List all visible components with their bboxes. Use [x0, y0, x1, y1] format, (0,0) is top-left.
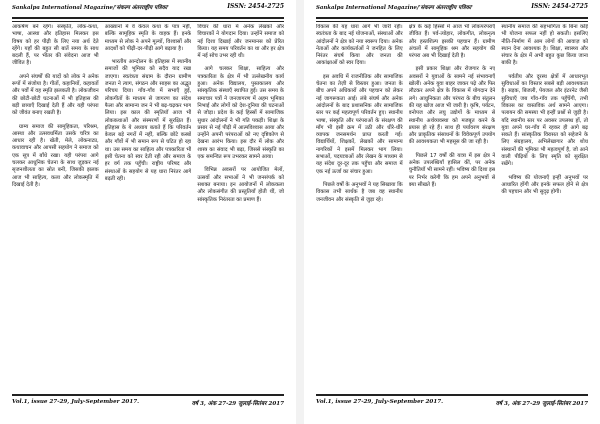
paragraph: पिछले 17 वर्षों की यात्रा में इस क्षेत्र ने अनेक उपलब्धियाँ हासिल कीं, पर अनेक चुनौतियाँ भी सामने रहीं। भविष्य की दिशा इस पर निर्भर करेगी कि हम अपने अनुभवों से क्या सीखते हैं।: [408, 152, 496, 188]
hindi-issue-label: वर्ष 3, अंक 27-29 जुलाई-सितंबर 2017: [191, 401, 284, 407]
article-body: [316, 24, 588, 391]
issn-label: ISSN: 2454-2725: [227, 3, 284, 10]
paragraph: भविष्य की योजनाएँ इन्हीं अनुभवों पर आधारित होंगी और इनके सफल होने से क्षेत्र की पहचान और भी सुदृढ़ होगी।: [501, 174, 588, 196]
paragraph: इस अवधि में राजनीतिक और सामाजिक चेतना का तेज़ी से विस्तार हुआ। जनता के बीच अपने अधिकारों और पहचान को लेकर नई जागरूकता आई। लंबे संघर्ष और अनेक आंदोलनों के बाद प्रशासनिक और सामाजिक स्तर पर कई महत्वपूर्ण परिवर्तन हुए। स्थानीय भाषा, संस्कृति और परंपराओं के संरक्षण की माँग भी इसी क्रम में उठी और धीरे-धीरे व्यापक जनसमर्थन प्राप्त करती गई। विद्यार्थियों, शिक्षकों, लेखकों और सामान्य नागरिकों ने इसमें मिलकर भाग लिया। सभाओं, पदयात्राओं और लेखन के माध्यम से यह संदेश दूर-दूर तक पहुँचा और समाज में एक नई ऊर्जा का संचार हुआ।: [316, 73, 403, 175]
right-page: [304, 0, 600, 424]
paragraph: विकास की यह धारा आगे भी जारी रही। स्वतंत्रता के बाद नई योजनाओं, संस्थाओं और आंदोलनों ने क्षेत्र को नया स्वरूप दिया। अनेक नेताओं और कार्यकर्ताओं ने जनहित के लिए निरंतर संघर्ष किया और जनता की आकांक्षाओं को स्वर दिया।: [316, 24, 403, 67]
paragraph: विभिन्न अवसरों पर आयोजित मेलों, उत्सवों और सभाओं ने भी जनसंपर्क को सशक्त बनाया। इन आयोजनों में लोककला और लोकसंगीत की प्रस्तुतियाँ होती थीं, जो सांस्कृतिक निरंतरता का प्रमाण हैं।: [197, 167, 284, 203]
journal-title: Sankalpa International Magazine/'संकल्प अंतरराष्ट्रीय पत्रिका': [12, 5, 169, 11]
hindi-issue-label: वर्ष 3, अंक 27-29 जुलाई-सितंबर 2017: [495, 401, 588, 407]
text-column: [316, 24, 403, 391]
page-header: [316, 2, 588, 19]
paragraph: पिछले वर्षों के अनुभवों ने यह सिखाया कि विकास तभी सार्थक है जब वह स्थानीय जनजीवन और संस्कृति से जुड़ा रहे।: [316, 181, 403, 203]
header-rule: [316, 21, 588, 22]
paragraph: ग्राम्य समाज की सामूहिकता, परिश्रम, आस्था और उत्सवधर्मिता उसके चरित्र का आधार रही है। खेती, मेले, लोकनाट्य, कथावाचन और आपसी सहयोग ने समाज को एक सूत्र में बाँधे रखा। यही परंपरा आगे चलकर आधुनिक चेतना के साथ जुड़कर नई सृजनशीलता का स्रोत बनी, जिसकी झलक आज भी साहित्य, कला और लोकस्मृति में दिखाई देती है।: [12, 123, 99, 188]
paragraph: आकर्षण बने रहेंगे। संस्कृति, लोक-कथा, भाषा, आस्था और इतिहास मिलकर इस विषय को हर पीढ़ी के लिए नया अर्थ देते रहेंगे। यहाँ की बहुत सी बातें समय के साथ बदली हैं, पर भीतर की संवेदना आज भी जीवित है।: [12, 24, 99, 67]
issn-label: ISSN: 2454-2725: [531, 3, 588, 10]
paragraph: अपने संघर्षों की यादों को लोक ने अनेक रूपों में संजोया है। गीतों, कहानियों, कहावतों और पर्वों में वह स्मृति झलकती है। लोकजीवन की छोटी-छोटी घटनाओं में भी इतिहास की बड़ी छायाएँ दिखाई देती हैं और यही परंपरा को जीवंत बनाए रखती है।: [12, 73, 99, 117]
journal-title: Sankalpa International Magazine/'संकल्प अंतरराष्ट्रीय पत्रिका': [316, 5, 473, 11]
text-column: [197, 24, 284, 391]
paragraph: क्षेत्र के कई हिस्सों में आज भी लोकपरंपराएँ जीवित हैं। पर्व-त्योहार, लोकगीत, लोकनृत्य और हस्तशिल्प इसकी पहचान हैं। ग्रामीण अंचलों में सामूहिक श्रम और सहयोग की परंपरा अब भी दिखाई देती है।: [408, 24, 496, 60]
text-column: [12, 24, 99, 391]
paragraph: स्थानीय समाज की सहभागिता के बिना कोई भी योजना सफल नहीं हो सकती। इसलिए नीति-निर्माण में आम लोगों की आवाज़ को स्थान देना आवश्यक है। शिक्षा, स्वास्थ्य और संचार के क्षेत्र में अभी बहुत कुछ किया जाना बाकी है।: [501, 24, 588, 67]
paragraph: पर्वतीय और दूरस्थ क्षेत्रों में आधारभूत सुविधाओं का विस्तार सबसे बड़ी आवश्यकता है। सड़क, बिजली, पेयजल और इंटरनेट जैसी सुविधाएँ जब गाँव-गाँव तक पहुँचेंगी, तभी विकास का वास्तविक अर्थ सामने आएगा। पलायन की समस्या भी इन्हीं प्रश्नों से जुड़ी है। यदि स्थानीय स्तर पर अवसर उपलब्ध हों, तो युवा अपने घर-गाँव में रहकर ही आगे बढ़ सकते हैं। सांस्कृतिक विरासत को सहेजने के लिए संग्रहालय, अभिलेखागार और शोध संस्थानों की भूमिका भी महत्वपूर्ण है, जो आने वाली पीढ़ियों के लिए स्मृति को सुरक्षित रखेंगे।: [501, 73, 588, 168]
paragraph: भारतीय आन्दोलन के इतिहास में स्थानीय समाजों की भूमिका को सदैव याद रखा जाएगा। स्वतंत्रता संग्राम के दौरान ग्रामीण जनता ने त्याग, संगठन और साहस का अद्भुत परिचय दिया। गाँव-गाँव में सभाएँ हुईं, लोकगीतों के माध्यम से जागरण का संदेश फैला और सामान्य जन ने भी बढ़-चढ़कर भाग लिया। इस काल की स्मृतियाँ आज भी लोककथाओं और संस्मरणों में सुरक्षित हैं। इतिहास के ये अध्याय बताते हैं कि परिवर्तन केवल बड़े नगरों में नहीं, बल्कि छोटे कस्बों और गाँवों में भी समान रूप से घटित हो रहा था। उस समय का साहित्य और पत्रकारिता भी इसी चेतना को स्वर देती रही और समाज के हर वर्ग तक पहुँची। राष्ट्रीय परिषद और संस्थाओं के सहयोग से यह धारा निरंतर आगे बढ़ती रही।: [104, 59, 192, 182]
paragraph: आगे चलकर शिक्षा, साहित्य और पत्रकारिता के क्षेत्र में भी उल्लेखनीय कार्य हुआ। अनेक विद्यालय, पुस्तकालय और सांस्कृतिक संस्थाएँ स्थापित हुईं। उस समय के समाचार पत्रों ने जनजागरण में अहम भूमिका निभाई और लोगों को देश-दुनिया की घटनाओं से जोड़ा। प्रदेश के कई हिस्सों में सामाजिक सुधार आंदोलनों ने भी गति पकड़ी। शिक्षा के प्रसार से नई पीढ़ी में आत्मविश्वास आया और उन्होंने अपनी परंपराओं को नए दृष्टिकोण से देखना आरंभ किया। इस दौर में लोक और शास्त्र का संवाद भी बढ़ा, जिससे संस्कृति का एक समन्वित रूप उभरकर सामने आया।: [197, 66, 284, 161]
page-header: [12, 2, 284, 19]
text-column: [105, 24, 192, 391]
header-rule: [12, 21, 284, 22]
volume-issue-label: Vol.1, issue 27-29, July-September 2017.: [12, 399, 140, 405]
paragraph: इसी प्रकार शिक्षा और रोजगार के नए अवसरों ने युवाओं के सामने नई संभावनाएँ खोलीं। अनेक युवा बाहर जाकर पढ़े और फिर लौटकर अपने क्षेत्र के विकास में योगदान देने लगे। आधुनिकता और परंपरा के बीच संतुलन की यह खोज आज भी जारी है। कृषि, पर्यटन, वनोपज और लघु उद्योगों के माध्यम से स्थानीय अर्थव्यवस्था को मजबूत करने के प्रयास हो रहे हैं। साथ ही पर्यावरण संरक्षण और प्राकृतिक संसाधनों के विवेकपूर्ण उपयोग की आवश्यकता भी महसूस की जा रही है।: [408, 66, 496, 146]
page-footer: [316, 394, 588, 410]
left-page: [0, 0, 296, 424]
paragraph: आख्यानों में वे केवल कथा के पात्र नहीं, बल्कि सामूहिक स्मृति के वाहक हैं। इनके माध्यम से लोक ने अपने मूल्यों, विश्वासों और आदर्शों को पीढ़ी-दर-पीढ़ी आगे बढ़ाया है।: [104, 24, 192, 52]
text-column: [409, 24, 496, 391]
volume-issue-label: Vol.1, issue 27-29, July-September 2017.: [316, 399, 444, 405]
page-footer: [12, 394, 284, 410]
text-column: [501, 24, 588, 391]
page-gutter: [296, 0, 304, 424]
article-body: [12, 24, 284, 391]
paragraph: विचार की धारा में अनेक लेखकों और विचारकों ने योगदान दिया। उन्होंने समाज को नई दिशा दिखाई और जनमानस को प्रेरित किया। यह समय परिवर्तन का था और हर क्षेत्र में नई सोच उभर रही थी।: [197, 24, 284, 60]
